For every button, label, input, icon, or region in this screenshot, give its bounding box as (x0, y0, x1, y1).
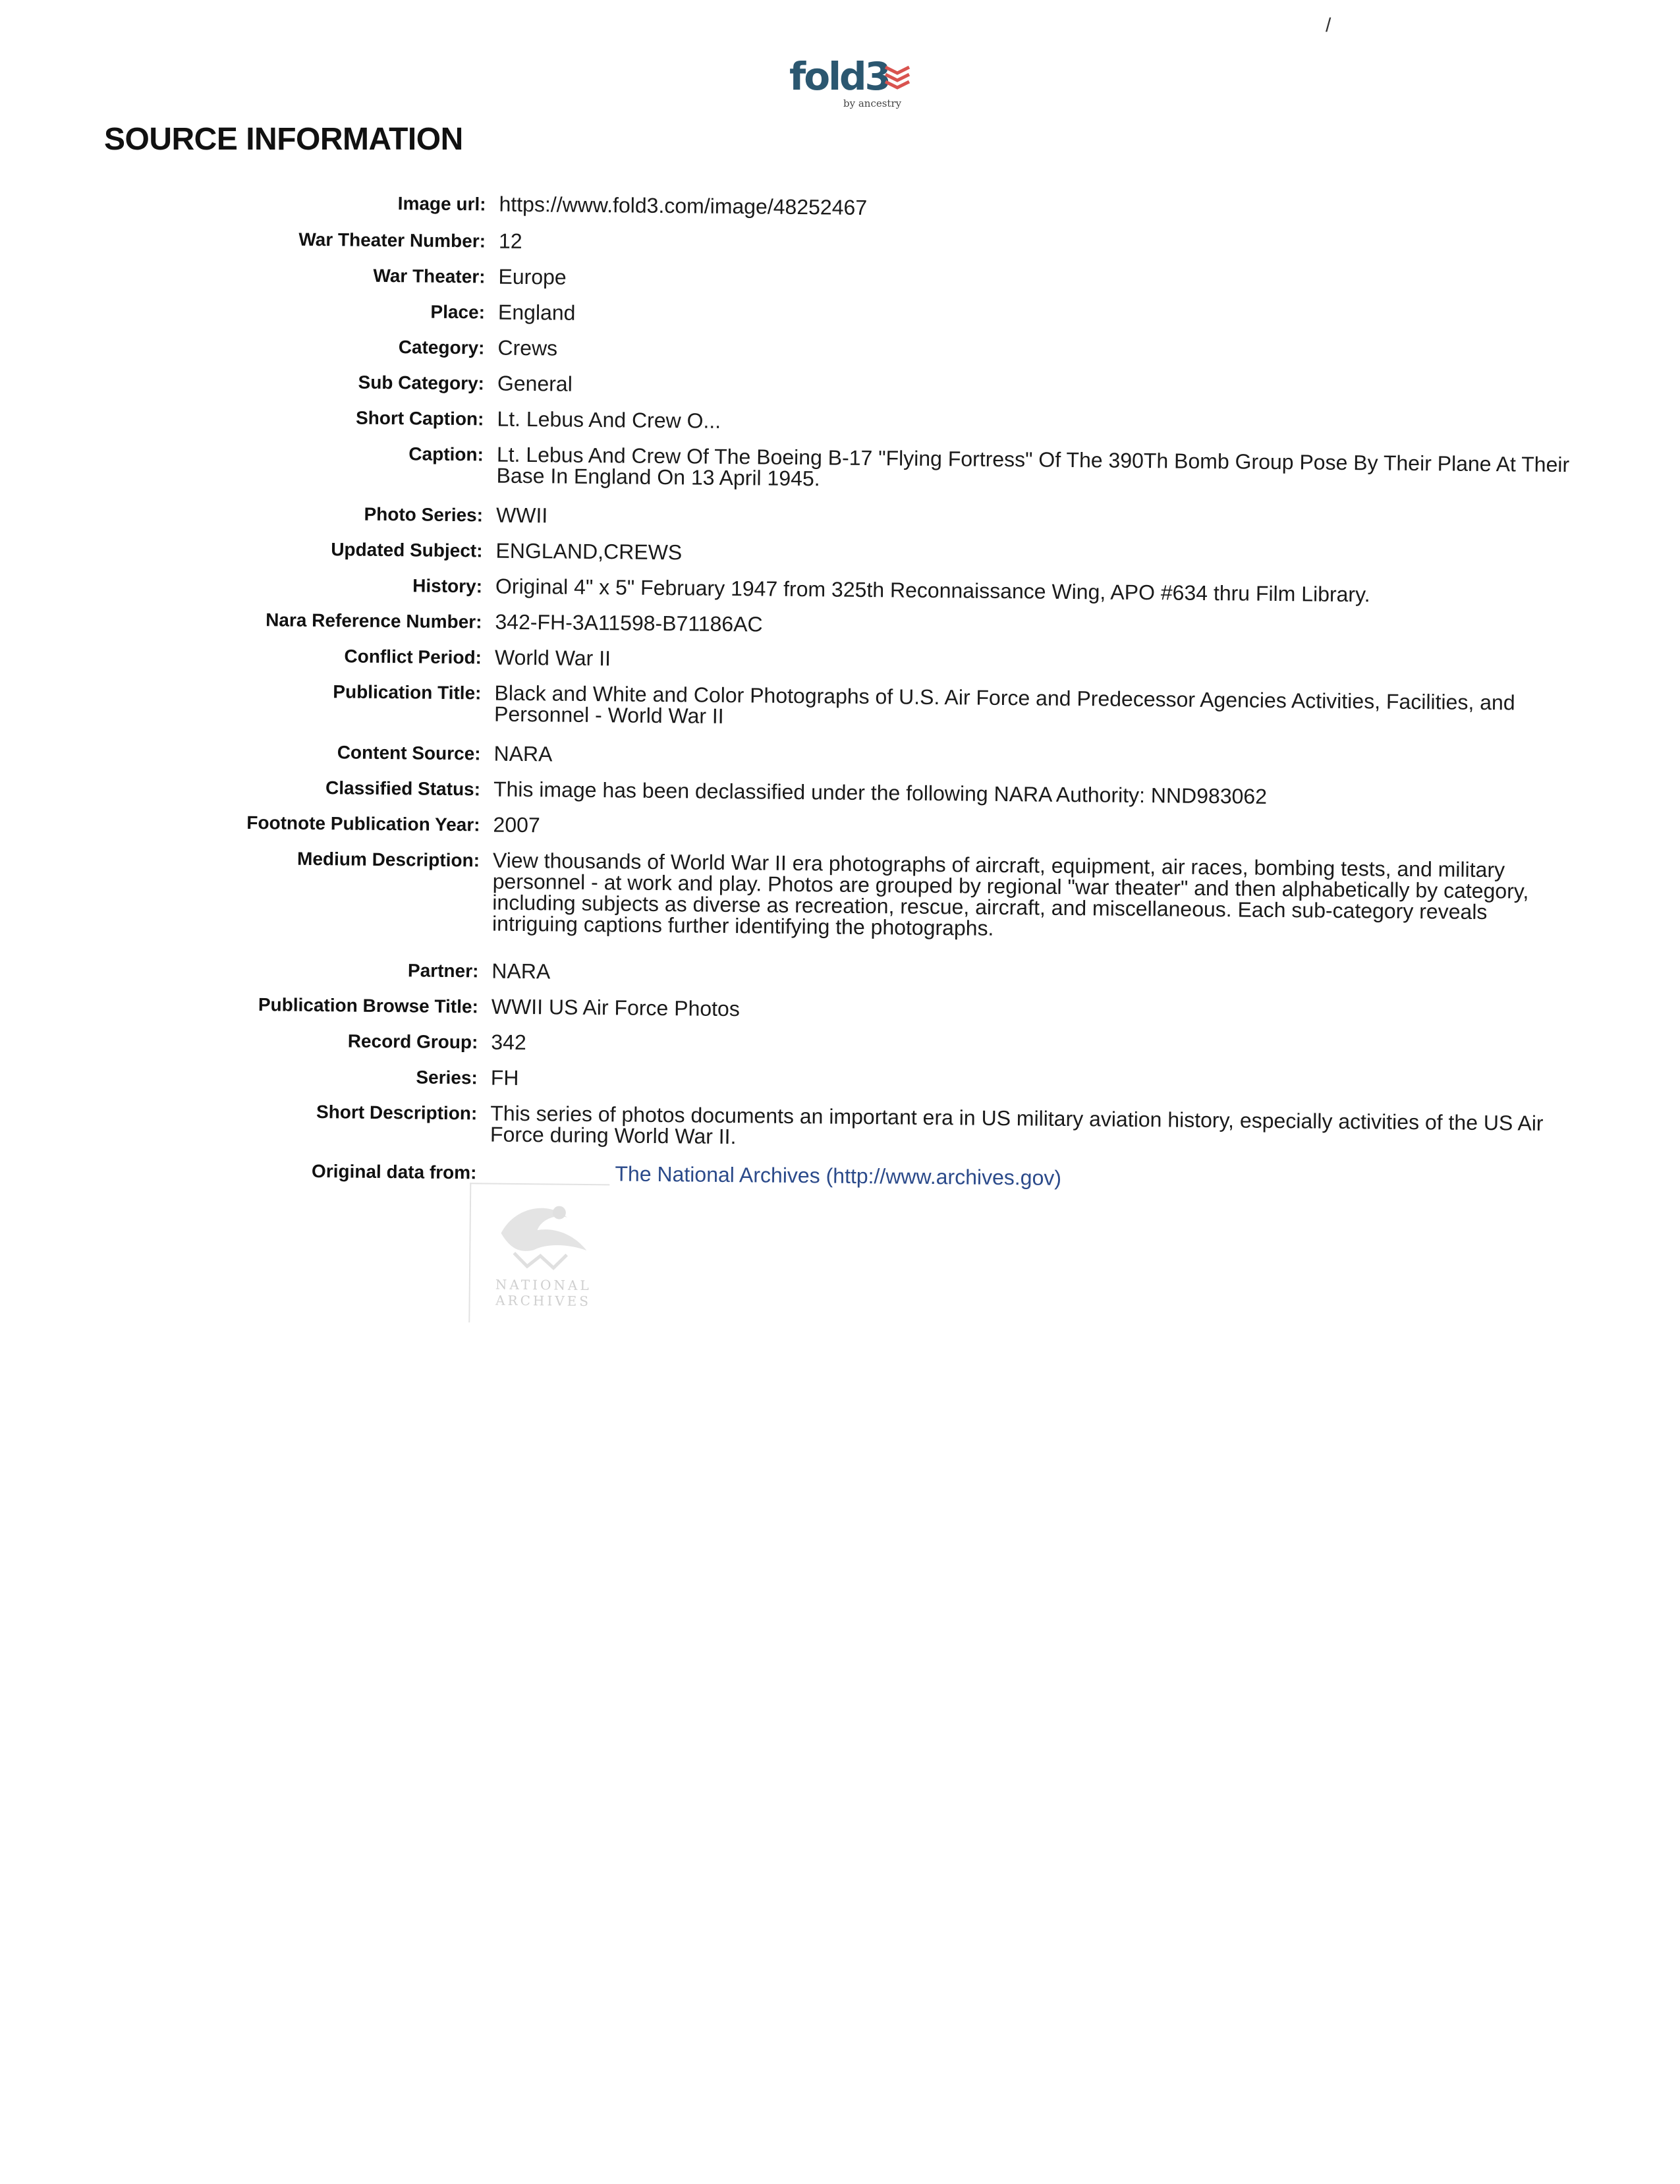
field-value: Black and White and Color Photographs of U.S. Air Force and Predecessor Agencies Activities, Facilities, and Personnel - World War II (493, 681, 1515, 728)
field-value: NARA (493, 741, 553, 766)
field-value: This image has been declassified under the following NARA Authority: NND983062 (493, 777, 1268, 808)
field-value: https://www.fold3.com/image/48252467 (499, 192, 868, 219)
field-label: Short Caption: (355, 407, 484, 430)
field-record-group (0, 1026, 1611, 1055)
field-war-theater (5, 261, 1619, 289)
field-nara-reference-number (1, 606, 1615, 636)
field-short-description (0, 1098, 1610, 1149)
field-value: England (497, 300, 576, 325)
field-value: World War II (494, 645, 611, 671)
field-footnote-publication-year (0, 809, 1613, 837)
field-label: Publication Browse Title: (258, 994, 479, 1017)
field-category (4, 332, 1618, 360)
field-publication-title (1, 677, 1615, 728)
field-label: Publication Title: (333, 681, 482, 704)
field-label: Nara Reference Number: (266, 609, 482, 632)
field-label: History: (412, 575, 483, 597)
field-label: Record Group: (347, 1030, 478, 1053)
field-label: Updated Subject: (331, 539, 483, 561)
field-war-theater-number (5, 225, 1619, 253)
field-content-source (0, 738, 1614, 766)
field-value: Original 4" x 5" February 1947 from 325th Reconnaissance Wing, APO #634 thru Film Library. (495, 574, 1370, 607)
field-history (1, 571, 1615, 607)
field-value: 342 (491, 1030, 526, 1055)
field-caption (3, 439, 1617, 491)
field-label: Photo Series: (364, 503, 484, 526)
field-value: 342-FH-3A11598-B71186AC (495, 609, 763, 636)
field-label: Original data from: (311, 1160, 477, 1183)
fold3-wordmark: fold3 (789, 54, 889, 99)
field-label: Classified Status: (325, 777, 481, 800)
field-conflict-period (1, 642, 1615, 671)
field-image-url (5, 188, 1619, 219)
field-series (0, 1062, 1611, 1090)
nara-logo-text: NATIONAL ARCHIVES (495, 1276, 592, 1310)
national-archives-link[interactable]: The National Archives (http://www.archives.gov) (615, 1162, 1062, 1190)
field-label: Medium Description: (296, 848, 480, 871)
field-photo-series (2, 499, 1616, 528)
field-updated-subject (2, 535, 1616, 565)
field-label: War Theater Number: (298, 229, 486, 252)
field-label: Image url: (397, 193, 486, 215)
ancestry-byline: by ancestry (843, 98, 902, 109)
field-value: FH (490, 1065, 519, 1090)
field-label: Partner: (407, 960, 479, 982)
field-label: Place: (430, 301, 486, 323)
field-label: Content Source: (337, 742, 481, 764)
field-original-data-from (0, 1157, 1610, 1190)
field-label: Short Description: (316, 1102, 478, 1124)
field-label: Footnote Publication Year: (246, 812, 480, 835)
field-value: Europe (498, 264, 567, 289)
eagle-emblem-icon (474, 1187, 607, 1280)
field-label: War Theater: (373, 265, 486, 287)
field-short-caption (3, 403, 1617, 433)
field-partner (0, 955, 1611, 984)
field-label: Series: (416, 1067, 478, 1088)
field-value: 12 (498, 229, 522, 253)
field-value: General (497, 371, 573, 396)
field-label: Conflict Period: (344, 646, 482, 668)
field-sub-category (3, 368, 1617, 396)
field-label: Caption: (408, 443, 484, 465)
stray-pen-mark: / (1326, 14, 1331, 36)
field-label: Category: (398, 337, 485, 358)
field-value: NARA (491, 959, 551, 984)
field-value: Crews (497, 335, 558, 360)
national-archives-logo (468, 1183, 609, 1324)
field-value: ENGLAND,CREWS (495, 538, 683, 565)
field-value: Lt. Lebus And Crew Of The Boeing B-17 "Flying Fortress" Of The 390Th Bomb Group Pose By Their Plane At Their Base In England On 13 April 1945. (496, 442, 1570, 491)
field-medium-description (0, 845, 1613, 940)
field-value: This series of photos documents an important era in US military aviation history, especially activities of the US Air Force during World War II. (490, 1101, 1544, 1149)
field-label: Sub Category: (358, 372, 485, 394)
field-publication-browse-title (0, 991, 1611, 1021)
field-value: Lt. Lebus And Crew O... (497, 406, 721, 433)
field-value: WWII (495, 503, 548, 528)
field-value: 2007 (493, 812, 540, 837)
field-value: WWII US Air Force Photos (491, 994, 741, 1021)
field-classified-status (0, 773, 1613, 808)
field-place (4, 296, 1618, 325)
field-value: View thousands of World War II era photographs of aircraft, equipment, air races, bombing tests, and military personnel - at work and play. Photos are grouped by regional "war theater" and then alphabetically by category, including subjects as diverse as recreation, rescue, aircraft, and miscellaneous. Each sub-category reveals intriguing captions further identifying the photographs. (491, 848, 1529, 940)
page-title: SOURCE INFORMATION (104, 122, 463, 157)
